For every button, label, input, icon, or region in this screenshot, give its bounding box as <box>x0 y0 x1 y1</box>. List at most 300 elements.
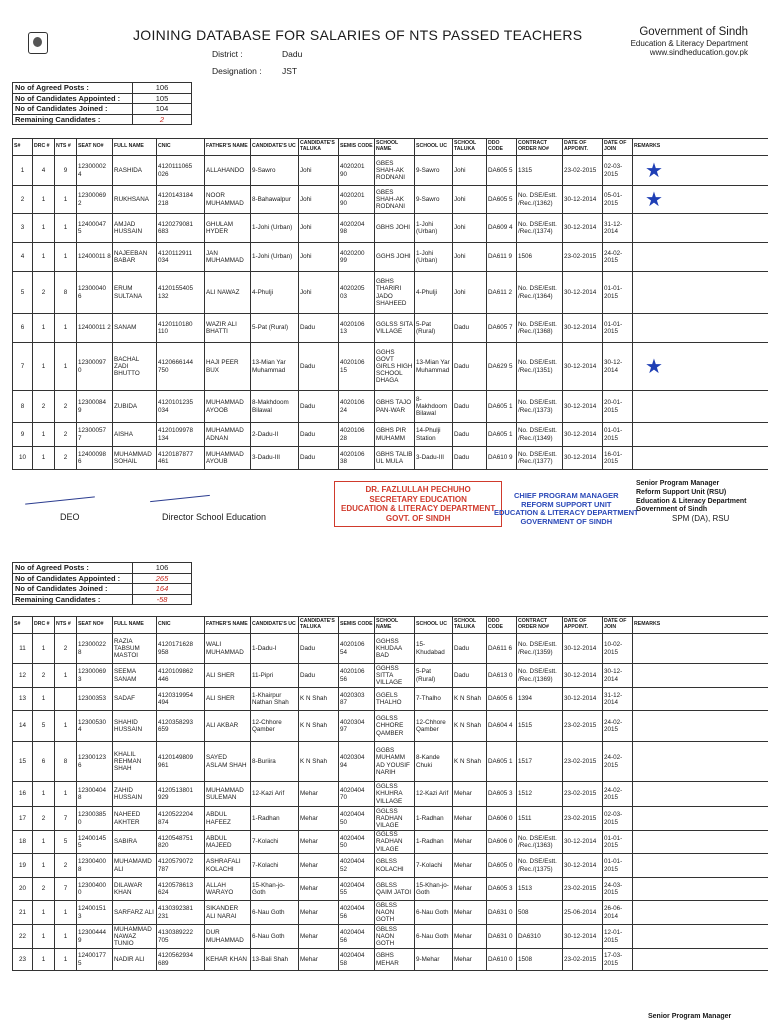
remarks-cell <box>633 925 768 949</box>
table-cell: SAYED ASLAM SHAH <box>205 742 251 782</box>
table-cell: 1-Johi (Urban) <box>415 214 453 243</box>
summary-row <box>13 563 192 574</box>
table-cell: SANAM <box>113 314 157 343</box>
table-cell: Mehar <box>299 854 339 878</box>
table-cell: DA604 4 <box>487 711 517 742</box>
star-mark-icon: ★ <box>645 188 663 211</box>
table-cell: 4120171628 958 <box>157 634 205 664</box>
table-row <box>13 156 768 186</box>
table-cell: GBHS JOHI <box>375 214 415 243</box>
table-cell: 12400047 5 <box>77 214 113 243</box>
designation-line <box>212 66 298 76</box>
table-cell: Dadu <box>299 664 339 688</box>
table-cell: 15-Khan-jo-Goth <box>251 878 299 901</box>
table-cell: Dadu <box>453 343 487 391</box>
table-cell: 13-Mian Yar Muhammad <box>251 343 299 391</box>
spm-short-label: SPM (DA), RSU <box>672 514 730 523</box>
table-cell: 7 <box>13 343 33 391</box>
table-row <box>13 186 768 214</box>
table-cell: 2-Dadu-II <box>251 423 299 447</box>
summary-label: No of Candidates Joined : <box>13 584 133 595</box>
table-row <box>13 664 768 688</box>
table-cell: Dadu <box>453 634 487 664</box>
table-row <box>13 391 768 423</box>
table-row <box>13 343 768 391</box>
red-stamp-gov: GOVT. OF SINDH <box>385 513 451 523</box>
summary-row <box>13 104 192 115</box>
table-cell: GBLSS NAON GOTH <box>375 925 415 949</box>
table-cell: 1 <box>55 243 77 272</box>
table-cell: ABDUL MAJEED <box>205 831 251 854</box>
table-cell: AISHA <box>113 423 157 447</box>
column-header: CNIC <box>157 617 205 634</box>
table-cell: 1 <box>55 664 77 688</box>
table-cell: Mehar <box>299 925 339 949</box>
table-cell: DA631 0 <box>487 925 517 949</box>
remarks-cell <box>633 214 768 243</box>
table-cell: 01-01-2015 <box>603 314 633 343</box>
table-cell: 01-01-2015 <box>603 854 633 878</box>
table-cell: DA606 0 <box>487 807 517 831</box>
table-cell: 1-Radhan <box>415 831 453 854</box>
summary-row <box>13 584 192 595</box>
table-cell: No. DSE/Estt. /Rec./(1363) <box>517 831 563 854</box>
table-cell: 4020404 50 <box>339 807 375 831</box>
table-cell: 6 <box>33 742 55 782</box>
table-cell: K N Shah <box>453 742 487 782</box>
blue-stamp-line: CHIEF PROGRAM MANAGER <box>514 491 619 500</box>
table-cell: Dadu <box>299 391 339 423</box>
table-cell: 25-06-2014 <box>563 901 603 925</box>
table-cell: Johi <box>453 272 487 314</box>
table-cell: 5 <box>13 272 33 314</box>
table-header-row <box>13 617 768 634</box>
summary-label: Remaining Candidates : <box>13 594 133 605</box>
table-cell: 12300385 0 <box>77 807 113 831</box>
table-cell: 12-Kazi Arif <box>251 782 299 807</box>
table-cell: 12300040 6 <box>77 272 113 314</box>
table-cell: GGLSS CHHORE QAMBER <box>375 711 415 742</box>
table-cell: 1 <box>33 186 55 214</box>
district-line <box>212 49 303 59</box>
table-cell: 1 <box>33 901 55 925</box>
website-url: www.sindheducation.gov.pk <box>649 48 748 58</box>
table-cell: 12300123 6 <box>77 742 113 782</box>
table-cell: 1 <box>55 782 77 807</box>
table-cell: KEHAR KHAN <box>205 949 251 971</box>
table-cell: 4020201 90 <box>339 186 375 214</box>
table-cell: 12300530 4 <box>77 711 113 742</box>
table-cell: 4020204 98 <box>339 214 375 243</box>
table-cell: GGHS GOVT GIRLS HIGH SCHOOL DHAGA <box>375 343 415 391</box>
spm-footer-label: Senior Program Manager <box>648 1013 732 1020</box>
table-cell: ZUBIDA <box>113 391 157 423</box>
table-cell: 21 <box>13 901 33 925</box>
table-cell: 30-12-2014 <box>563 447 603 470</box>
table-cell: GBLSS QAIM JATOI <box>375 878 415 901</box>
table-row <box>13 831 768 854</box>
table-cell: DA613 0 <box>487 664 517 688</box>
table-cell: 1 <box>33 782 55 807</box>
table-cell: ALI NAWAZ <box>205 272 251 314</box>
table-row <box>13 272 768 314</box>
column-header: DRC # <box>33 139 55 156</box>
table-cell: 30-12-2014 <box>603 664 633 688</box>
table-cell: 4020404 55 <box>339 878 375 901</box>
table-cell: 02-03-2015 <box>603 156 633 186</box>
page-title: JOINING DATABASE FOR SALARIES OF NTS PASSED TEACHERS <box>133 27 583 43</box>
table-cell: 4020404 56 <box>339 901 375 925</box>
table-cell: NAJEEBAN BABAR <box>113 243 157 272</box>
table-cell: 9-Mehar <box>415 949 453 971</box>
table-cell: GGHSS KHUDAA BAD <box>375 634 415 664</box>
summary-row <box>13 594 192 605</box>
table-cell: 10 <box>13 447 33 470</box>
star-mark-icon: ★ <box>645 159 663 182</box>
table-cell: MUHAMMAD ADNAN <box>205 423 251 447</box>
table-cell: No. DSE/Estt. /Rec./(1373) <box>517 391 563 423</box>
table-cell: 1 <box>55 901 77 925</box>
table-cell: Mehar <box>453 949 487 971</box>
table-cell: DA605 5 <box>487 186 517 214</box>
summary-row <box>13 573 192 584</box>
column-header: CONTRACT ORDER NO# <box>517 139 563 156</box>
table-cell: Mehar <box>453 807 487 831</box>
table-cell: 4020106 28 <box>339 423 375 447</box>
table-cell: DA611 9 <box>487 243 517 272</box>
red-stamp-title: SECRETARY EDUCATION <box>369 494 467 504</box>
column-header: SEAT NO# <box>77 139 113 156</box>
remarks-cell <box>633 688 768 711</box>
table-cell: Dadu <box>299 447 339 470</box>
table-cell: DA606 0 <box>487 831 517 854</box>
table-cell: Dadu <box>453 391 487 423</box>
column-header: DATE OF APPOINT. <box>563 617 603 634</box>
table-cell: 1515 <box>517 711 563 742</box>
table-cell: 3-Dadu-III <box>415 447 453 470</box>
director-signature-label: Director School Education <box>162 512 267 522</box>
table-row <box>13 742 768 782</box>
table-cell: GBLSS KOLACHI <box>375 854 415 878</box>
table-cell: ABDUL HAFEEZ <box>205 807 251 831</box>
table-cell: Dadu <box>453 664 487 688</box>
table-cell: 1 <box>33 214 55 243</box>
district-label: District : <box>212 49 243 59</box>
table-cell: 1-Johi (Urban) <box>251 243 299 272</box>
table-cell: 8-Buriira <box>251 742 299 782</box>
table-cell: 1 <box>33 243 55 272</box>
summary-label: No of Candidates Appointed : <box>13 93 133 104</box>
table-cell: 12-01-2015 <box>603 925 633 949</box>
remarks-cell <box>633 634 768 664</box>
table-cell: 6 <box>13 314 33 343</box>
table-cell: 9-Sawro <box>415 156 453 186</box>
table-cell: ALLAH WARAYO <box>205 878 251 901</box>
table-cell: Johi <box>299 214 339 243</box>
table-cell: Dadu <box>453 314 487 343</box>
table-cell: GGLSS KHUHRA VILLAGE <box>375 782 415 807</box>
table-cell: Johi <box>299 272 339 314</box>
table-cell: 4020106 56 <box>339 664 375 688</box>
column-header: SCHOOL TALUKA <box>453 139 487 156</box>
table-cell: Johi <box>453 214 487 243</box>
table-cell: 12300400 0 <box>77 878 113 901</box>
table-cell: 4020106 24 <box>339 391 375 423</box>
government-header <box>631 26 748 58</box>
table-cell: 2 <box>55 634 77 664</box>
table-cell: 23-02-2015 <box>563 949 603 971</box>
table-cell: 1 <box>33 423 55 447</box>
table-cell: 14-Phulji Station <box>415 423 453 447</box>
table-cell: 1-Radhan <box>415 807 453 831</box>
table-cell: HAJI PEER BUX <box>205 343 251 391</box>
spm-line: Education & Literacy Department <box>636 497 747 505</box>
table-cell: ALI AKBAR <box>205 711 251 742</box>
table-cell: 1 <box>33 925 55 949</box>
table-cell: 23-02-2015 <box>563 243 603 272</box>
table-cell: 12300084 9 <box>77 391 113 423</box>
table-cell: Dadu <box>299 343 339 391</box>
summary-value: 106 <box>133 83 192 94</box>
table-cell: RAZIA TABSUM MASTOI <box>113 634 157 664</box>
table-cell: 8 <box>55 272 77 314</box>
table-cell: 12300069 3 <box>77 664 113 688</box>
table-cell: 13 <box>13 688 33 711</box>
remarks-cell <box>633 391 768 423</box>
table-cell: 4120110180 110 <box>157 314 205 343</box>
table-cell: 1512 <box>517 782 563 807</box>
summary-row <box>13 114 192 125</box>
table-cell: K N Shah <box>299 688 339 711</box>
spm-line: Government of Sindh <box>636 506 708 514</box>
column-header: CANDIDATE'S TALUKA <box>299 617 339 634</box>
table-cell: 4020304 97 <box>339 711 375 742</box>
table-cell: 30-12-2014 <box>563 314 603 343</box>
red-stamp-dept: EDUCATION & LITERACY DEPARTMENT <box>341 504 496 514</box>
table-cell: 1315 <box>517 156 563 186</box>
blue-stamp-line: EDUCATION & LITERACY DEPARTMENT <box>494 508 639 518</box>
remarks-cell <box>633 343 768 391</box>
table-cell: 4020205 03 <box>339 272 375 314</box>
table-cell: JAN MUHAMMAD <box>205 243 251 272</box>
remarks-cell <box>633 901 768 925</box>
table-cell: Johi <box>299 186 339 214</box>
table-cell: 4020106 15 <box>339 343 375 391</box>
table-cell: Dadu <box>453 447 487 470</box>
blue-stamp <box>494 492 639 527</box>
table-cell: 8-Bahawalpur <box>251 186 299 214</box>
table-cell: 8 <box>55 742 77 782</box>
table-cell: 12300057 7 <box>77 423 113 447</box>
table-cell: 31-12-2014 <box>603 214 633 243</box>
table-cell: 10-02-2015 <box>603 634 633 664</box>
table-cell: Dadu <box>299 634 339 664</box>
table-cell: 30-12-2014 <box>563 634 603 664</box>
table-cell: 5 <box>33 711 55 742</box>
table-cell: K N Shah <box>453 688 487 711</box>
table-cell: 4 <box>13 243 33 272</box>
table-row <box>13 447 768 470</box>
table-cell: Mehar <box>453 782 487 807</box>
column-header: SCHOOL NAME <box>375 617 415 634</box>
column-header: CANDIDATE'S TALUKA <box>299 139 339 156</box>
table-cell: 1394 <box>517 688 563 711</box>
table-cell: 23-02-2015 <box>563 156 603 186</box>
table-cell: 12400177 5 <box>77 949 113 971</box>
table-cell: K N Shah <box>299 711 339 742</box>
column-header: SCHOOL TALUKA <box>453 617 487 634</box>
table-cell: GHULAM HYDER <box>205 214 251 243</box>
column-header: DATE OF APPOINT. <box>563 139 603 156</box>
table-cell: 5-Pat (Rural) <box>415 314 453 343</box>
table-cell: 4020404 52 <box>339 854 375 878</box>
table-cell: 12300069 2 <box>77 186 113 214</box>
table-cell: 4020106 54 <box>339 634 375 664</box>
summary-label: No of Candidates Joined : <box>13 104 133 115</box>
table-cell: 30-12-2014 <box>563 664 603 688</box>
table-row <box>13 243 768 272</box>
table-cell: No. DSE/Estt. /Rec./(1362) <box>517 186 563 214</box>
column-header: CONTRACT ORDER NO# <box>517 617 563 634</box>
table-cell: 12-Chhore Qamber <box>415 711 453 742</box>
table-cell: 4120111065 026 <box>157 156 205 186</box>
remarks-cell <box>633 807 768 831</box>
teachers-table <box>12 616 768 971</box>
table-cell: 30-12-2014 <box>563 272 603 314</box>
designation-value: JST <box>282 66 298 76</box>
table-cell: 12400151 3 <box>77 901 113 925</box>
table-cell: 8-Makhdoom Bilawal <box>415 391 453 423</box>
column-header: SCHOOL UC <box>415 617 453 634</box>
table-cell: 9 <box>13 423 33 447</box>
table-cell: 1-Johi (Urban) <box>251 214 299 243</box>
document-page-2 <box>0 550 768 1024</box>
column-header: FULL NAME <box>113 617 157 634</box>
table-cell: 12300444 9 <box>77 925 113 949</box>
table-row <box>13 925 768 949</box>
table-cell: 5-Pat (Rural) <box>415 664 453 688</box>
table-cell: 4120358293 659 <box>157 711 205 742</box>
table-cell: No. DSE/Estt. /Rec./(1351) <box>517 343 563 391</box>
table-cell: 12300404 8 <box>77 782 113 807</box>
table-cell: 16-01-2015 <box>603 447 633 470</box>
column-header: REMARKS <box>633 139 768 156</box>
table-cell: 12300400 8 <box>77 854 113 878</box>
summary-label: Remaining Candidates : <box>13 114 133 125</box>
table-cell: 4020404 50 <box>339 831 375 854</box>
column-header: DRC # <box>33 617 55 634</box>
column-header: SCHOOL NAME <box>375 139 415 156</box>
table-cell: No. DSE/Estt. /Rec./(1377) <box>517 447 563 470</box>
table-row <box>13 782 768 807</box>
table-cell: DA631 0 <box>487 901 517 925</box>
table-cell: DA629 5 <box>487 343 517 391</box>
remarks-cell <box>633 878 768 901</box>
table-cell: GBES SHAH-AK RODNANI <box>375 156 415 186</box>
signature-scribble <box>150 495 210 502</box>
remarks-cell <box>633 782 768 807</box>
table-cell: Mehar <box>299 782 339 807</box>
table-cell: 12400098 6 <box>77 447 113 470</box>
column-header: SCHOOL UC <box>415 139 453 156</box>
table-cell: Mehar <box>453 831 487 854</box>
table-cell: 4120522204 874 <box>157 807 205 831</box>
table-cell: 1 <box>55 343 77 391</box>
column-header: NTS # <box>55 617 77 634</box>
table-cell: Mehar <box>453 925 487 949</box>
table-cell: DA605 5 <box>487 156 517 186</box>
table-cell: Mehar <box>453 878 487 901</box>
table-cell: DA605 7 <box>487 314 517 343</box>
column-header: CNIC <box>157 139 205 156</box>
table-cell: GGLSS RADHAN VILAGE <box>375 807 415 831</box>
table-cell: 1511 <box>517 807 563 831</box>
table-cell: Dadu <box>453 423 487 447</box>
table-cell: Dadu <box>299 423 339 447</box>
table-cell: NOOR MUHAMMAD <box>205 186 251 214</box>
table-cell: 1 <box>33 634 55 664</box>
table-cell: SADAF <box>113 688 157 711</box>
table-cell: No. DSE/Estt. /Rec./(1368) <box>517 314 563 343</box>
table-cell: DUR MUHAMMAD <box>205 925 251 949</box>
table-cell: 15-Khan-jo-Goth <box>415 878 453 901</box>
department-name: Education & Literacy Department <box>630 39 748 49</box>
summary-value: 106 <box>133 563 192 574</box>
table-cell: 20-01-2015 <box>603 391 633 423</box>
table-cell: 1 <box>13 156 33 186</box>
table-cell: 2 <box>55 854 77 878</box>
table-cell: 1-Radhan <box>251 807 299 831</box>
table-cell: 9-Sawro <box>415 186 453 214</box>
table-cell: 12-Chhore Qamber <box>251 711 299 742</box>
table-cell: Johi <box>299 156 339 186</box>
table-cell: GGLSS SITA VILLAGE <box>375 314 415 343</box>
table-cell: 8-Kande Chuki <box>415 742 453 782</box>
star-mark-icon: ★ <box>645 355 663 378</box>
table-cell: 15 <box>13 742 33 782</box>
table-cell: 6-Nau Goth <box>251 925 299 949</box>
table-cell: ALI SHER <box>205 688 251 711</box>
table-cell: 4120578613 624 <box>157 878 205 901</box>
table-cell: GGHS JOHI <box>375 243 415 272</box>
table-cell: ALLAHANDO <box>205 156 251 186</box>
table-cell: 30-12-2014 <box>563 688 603 711</box>
remarks-cell <box>633 423 768 447</box>
table-cell: MUHAMMAD SULEMAN <box>205 782 251 807</box>
table-cell: 4120149809 961 <box>157 742 205 782</box>
table-cell: GGLSS RADHAN VILAGE <box>375 831 415 854</box>
remarks-cell <box>633 949 768 971</box>
summary-label: No of Candidates Appointed : <box>13 573 133 584</box>
table-cell: ERUM SULTANA <box>113 272 157 314</box>
table-cell: DA611 2 <box>487 272 517 314</box>
table-cell: 1517 <box>517 742 563 782</box>
table-cell: 4020201 90 <box>339 156 375 186</box>
column-header: S# <box>13 617 33 634</box>
table-cell: 1 <box>33 314 55 343</box>
table-cell: 1-Khairpur Nathan Shah <box>251 688 299 711</box>
table-cell: 19 <box>13 854 33 878</box>
table-cell: 18 <box>13 831 33 854</box>
table-cell: 1-Johi (Urban) <box>415 243 453 272</box>
table-cell: 4020304 94 <box>339 742 375 782</box>
table-cell: 05-01-2015 <box>603 186 633 214</box>
table-cell: 30-12-2014 <box>563 186 603 214</box>
remarks-cell <box>633 186 768 214</box>
remarks-cell <box>633 243 768 272</box>
column-header: FATHER'S NAME <box>205 617 251 634</box>
summary-table <box>12 82 192 125</box>
